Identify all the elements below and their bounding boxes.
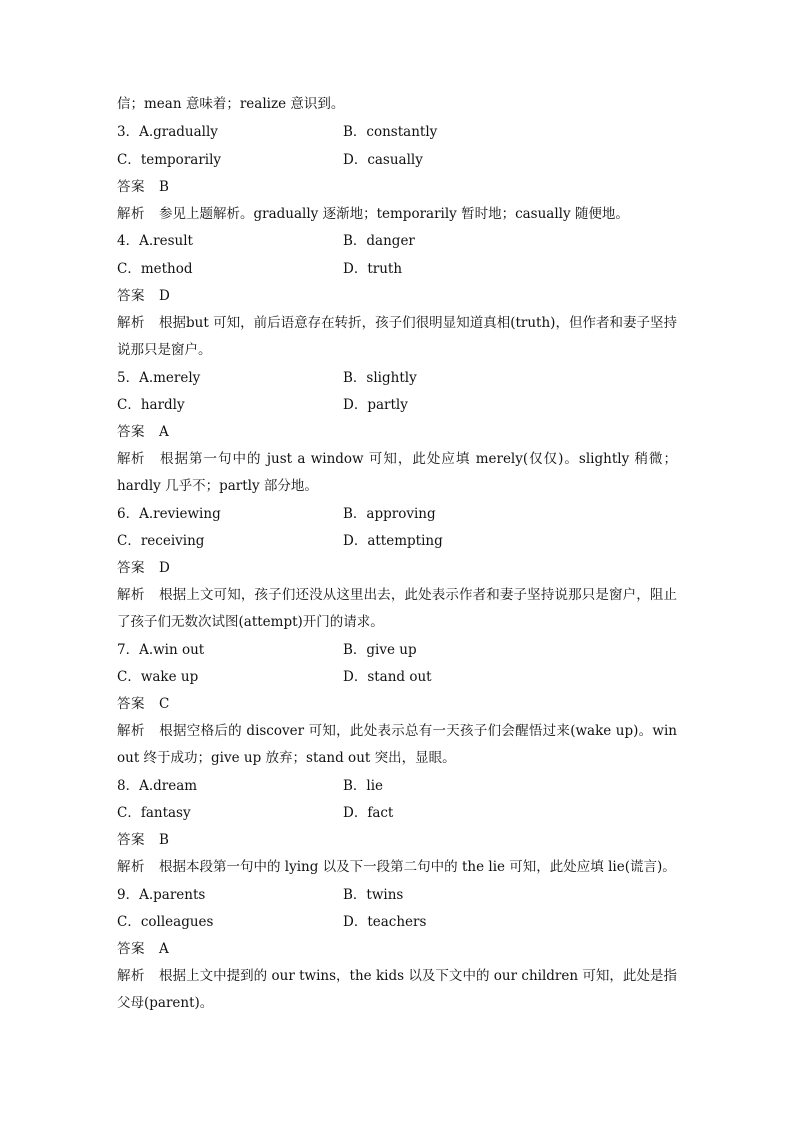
q6-option-d: D．attempting bbox=[343, 533, 443, 549]
q9-option-b: B．twins bbox=[343, 887, 404, 903]
analysis-label: 解析 bbox=[117, 968, 145, 984]
q8-option-a: 8．A.dream bbox=[117, 778, 198, 794]
q5-option-d: D．partly bbox=[343, 397, 408, 413]
q3-option-c: C．temporarily bbox=[117, 152, 222, 168]
q3-option-b: B．constantly bbox=[343, 124, 438, 140]
analysis-label: 解析 bbox=[117, 315, 145, 331]
answer-label: 答案 bbox=[117, 288, 145, 304]
q4-answer-value: D bbox=[159, 288, 170, 304]
answer-label: 答案 bbox=[117, 941, 145, 957]
q4-option-a: 4．A.result bbox=[117, 233, 193, 249]
q5-analysis bbox=[117, 446, 677, 500]
q4-option-d: D．truth bbox=[343, 261, 403, 277]
answer-label: 答案 bbox=[117, 560, 145, 576]
q5-option-c: C．hardly bbox=[117, 397, 185, 413]
q5-answer-value: A bbox=[159, 424, 169, 440]
intro-line: 信；mean 意味着；realize 意识到。 bbox=[117, 96, 345, 112]
answer-label: 答案 bbox=[117, 424, 145, 440]
analysis-label: 解析 bbox=[117, 587, 145, 603]
q3-answer-value: B bbox=[159, 179, 169, 195]
q6-answer bbox=[117, 558, 170, 578]
q7-option-b: B．give up bbox=[343, 642, 417, 658]
q3-option-d: D．casually bbox=[343, 152, 423, 168]
q5-option-b: B．slightly bbox=[343, 370, 417, 386]
q9-option-a: 9．A.parents bbox=[117, 887, 206, 903]
q7-analysis-text: 根据空格后的 discover 可知，此处表示总有一天孩子们会醒悟过来(wake up)。win out 终于成功；give up 放弃；stand out 突出，显眼。 bbox=[117, 723, 677, 766]
q8-answer bbox=[117, 830, 169, 850]
q6-analysis bbox=[117, 582, 677, 636]
q8-option-c: C．fantasy bbox=[117, 805, 191, 821]
analysis-label: 解析 bbox=[117, 451, 145, 467]
q9-option-c: C．colleagues bbox=[117, 914, 214, 930]
q6-answer-value: D bbox=[159, 560, 170, 576]
q3-option-a: 3．A.gradually bbox=[117, 124, 218, 140]
q3-answer bbox=[117, 177, 169, 197]
q7-answer bbox=[117, 694, 169, 714]
analysis-label: 解析 bbox=[117, 723, 145, 739]
q5-option-a: 5．A.merely bbox=[117, 370, 201, 386]
q5-answer bbox=[117, 422, 169, 442]
q8-analysis-text: 根据本段第一句中的 lying 以及下一段第二句中的 the lie 可知，此处应填 lie(谎言)。 bbox=[159, 859, 676, 875]
q6-option-a: 6．A.reviewing bbox=[117, 506, 221, 522]
q4-option-c: C．method bbox=[117, 261, 193, 277]
q3-analysis bbox=[117, 204, 629, 224]
q4-option-b: B．danger bbox=[343, 233, 415, 249]
q7-option-d: D．stand out bbox=[343, 669, 432, 685]
q9-analysis bbox=[117, 963, 677, 1017]
q8-option-b: B．lie bbox=[343, 778, 384, 794]
q6-option-c: C．receiving bbox=[117, 533, 205, 549]
q6-option-b: B．approving bbox=[343, 506, 436, 522]
q4-analysis-text: 根据but 可知，前后语意存在转折，孩子们很明显知道真相(truth)，但作者和妻子坚持说那只是窗户。 bbox=[117, 315, 677, 358]
q4-analysis bbox=[117, 310, 677, 364]
answer-label: 答案 bbox=[117, 832, 145, 848]
answer-label: 答案 bbox=[117, 179, 145, 195]
q7-option-c: C．wake up bbox=[117, 669, 199, 685]
q9-answer-value: A bbox=[159, 941, 169, 957]
q9-analysis-text: 根据上文中提到的 our twins，the kids 以及下文中的 our children 可知，此处是指父母(parent)。 bbox=[117, 968, 677, 1011]
q8-analysis bbox=[117, 854, 677, 881]
q7-option-a: 7．A.win out bbox=[117, 642, 205, 658]
q8-option-d: D．fact bbox=[343, 805, 394, 821]
q5-analysis-text: 根据第一句中的 just a window 可知，此处应填 merely(仅仅)。slightly 稍微；hardly 几乎不；partly 部分地。 bbox=[117, 451, 677, 494]
q3-analysis-text: 参见上题解析。gradually 逐渐地；temporarily 暂时地；casually 随便地。 bbox=[159, 206, 629, 222]
q4-answer bbox=[117, 286, 170, 306]
q9-option-d: D．teachers bbox=[343, 914, 427, 930]
q8-answer-value: B bbox=[159, 832, 169, 848]
q7-answer-value: C bbox=[159, 696, 170, 712]
analysis-label: 解析 bbox=[117, 206, 145, 222]
q7-analysis bbox=[117, 718, 677, 772]
q9-answer bbox=[117, 939, 169, 959]
analysis-label: 解析 bbox=[117, 859, 145, 875]
answer-label: 答案 bbox=[117, 696, 145, 712]
q6-analysis-text: 根据上文可知，孩子们还没从这里出去，此处表示作者和妻子坚持说那只是窗户，阻止了孩子们无数次试图(attempt)开门的请求。 bbox=[117, 587, 677, 630]
